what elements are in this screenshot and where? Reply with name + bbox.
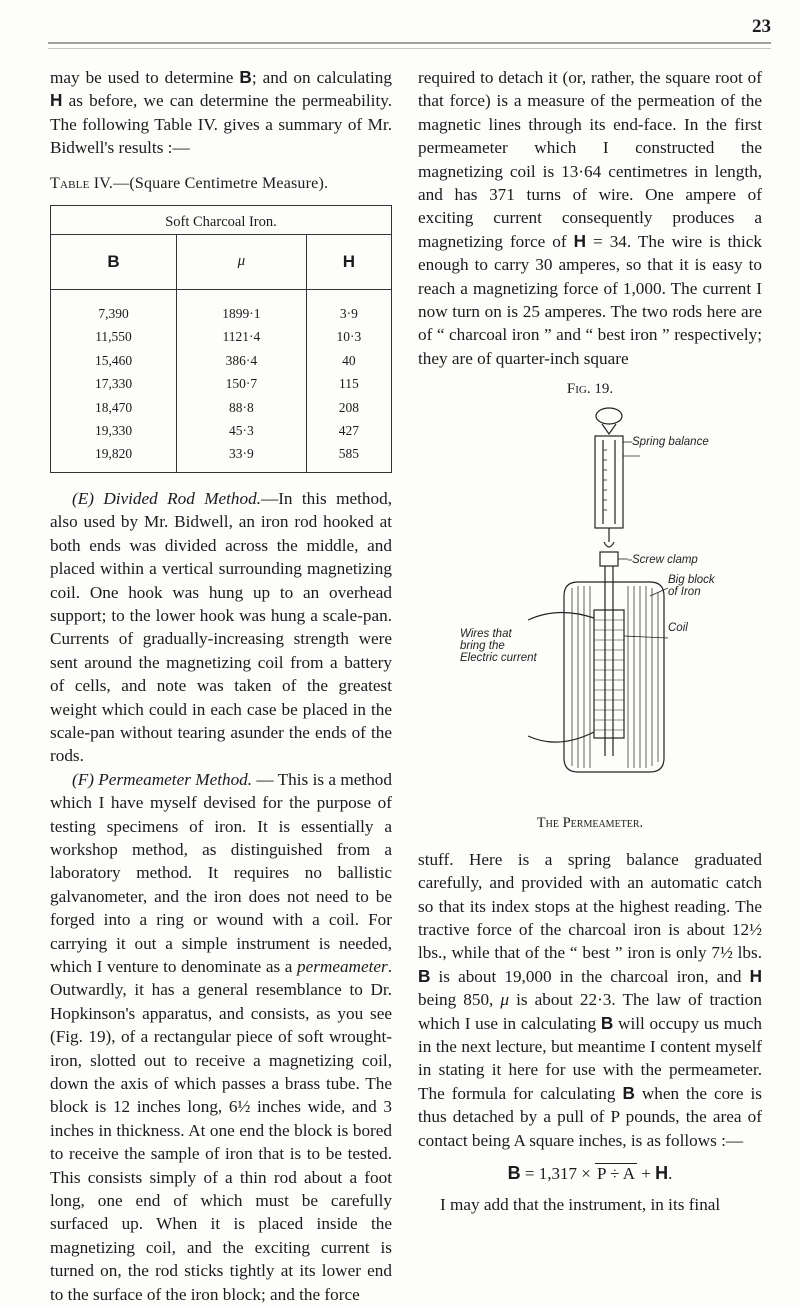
figure-title: Fig. 19. <box>566 381 614 398</box>
column-header-h: H <box>306 235 391 290</box>
column-header-mu: μ <box>177 235 307 290</box>
section-f-paragraph: (F) Permeameter Method. — This is a method which I have myself devised for the purpose of testing specimens of iron. It is essentially a workshop method, as distinguished from a laboratory method. It requires no ballistic galvanometer, and the iron does not need to be forged into a ring or wound with a coil. For carrying it out a simple instrument is needed, which I venture to denominate as a permeameter. Outwardly, it has a general resemblance to Dr. Hopkinson's apparatus, and consists, as you see (Fig. 19), of a rectangular piece of soft wrought-iron, slotted out to receive a magnetizing coil, down the axis of which passes a brass tube. The block is 12 inches long, 6½ inches wide, and 3 inches in thickness. At one end the block is bored to receive the sample of iron that is to be tested. This consists simply of a thin rod about a foot long, one end of which must be carefully surfaced up. When it is placed inside the magnetizing coil, and the exciting current is turned on, the rod sticks tightly at its lower end to the surface of the iron block; and the force <box>50 769 392 1304</box>
table-row: 7,390 1899·1 3·9 <box>51 290 392 326</box>
right-paragraph-3: I may add that the instrument, in its final <box>440 1195 721 1215</box>
permeameter-formula: B = 1,317 × P ÷ A + H. <box>507 1162 673 1183</box>
column-header-b: B <box>51 235 177 290</box>
screw-clamp <box>600 552 618 566</box>
right-paragraph-1: required to detach it (or, rather, the square root of that force) is a measure of the permeation of the magnetic lines through its end-face. In the first permeameter which I constructed the magnetizing coil is 13·64 centimetres in length, and has 371 turns of wire. One ampere of exciting current consequently produces a magnetizing force of H = 34. The wire is thick enough to carry 30 amperes, so that it is easy to reach a magnetizing force of 1,000. The current I now turn on is 25 amperes. The two rods here are of “ charcoal iron ” and “ best iron ” respectively; they are of quarter-inch square <box>418 68 762 368</box>
label-screw-clamp: Screw clamp <box>632 554 698 567</box>
spring-balance-body <box>595 436 623 528</box>
label-big-block: Big block of Iron <box>668 574 715 599</box>
table-row: 15,460 386·4 40 <box>51 349 392 372</box>
balance-hook <box>602 424 616 434</box>
label-spring-balance: Spring balance <box>632 436 709 449</box>
label-coil: Coil <box>668 622 688 635</box>
table-row: 19,330 45·3 427 <box>51 419 392 442</box>
figure-caption: The Permeameter. <box>536 815 644 832</box>
balance-ring <box>596 408 622 424</box>
square-root: P ÷ A <box>597 1163 636 1183</box>
table-title: Table IV.—(Square Centimetre Measure). <box>50 174 329 192</box>
figure-19 <box>418 378 762 808</box>
label-wires: Wires that bring the Electric current <box>460 628 537 665</box>
table-group-header: Soft Charcoal Iron. <box>51 206 392 235</box>
table-row: 18,470 88·8 208 <box>51 396 392 419</box>
header-rule <box>48 42 771 49</box>
magnetizing-coil <box>594 610 624 738</box>
table-row: 19,820 33·9 585 <box>51 442 392 472</box>
left-column <box>50 66 392 1306</box>
right-column <box>418 66 762 1217</box>
right-paragraph-2: stuff. Here is a spring balance graduated carefully, and provided with an automatic catch so that its index stops at the highest reading. The tractive force of the charcoal iron is about 12½ lbs., while that of the “ best ” iron is only 7½ lbs. B is about 19,000 in the charcoal iron, and H being 850, μ is about 22·3. The law of traction which I use in calculating B will occupy us much in the next lecture, but meantime I content myself in stating it here for use with the permeameter. The formula for calculating B when the core is thus detached by a pull of P pounds, the area of contact being A square inches, is as follows :— <box>418 849 762 1150</box>
results-table <box>50 205 392 473</box>
intro-paragraph: may be used to determine B; and on calculating H as before, we can determine the permeability. The following Table IV. gives a summary of Mr. Bidwell's results :— <box>50 67 392 158</box>
page-number: 23 <box>752 16 771 37</box>
permeameter-term: permeameter <box>297 957 388 976</box>
table-row: 11,550 1121·4 10·3 <box>51 325 392 348</box>
section-f-heading: (F) Permeameter Method. <box>72 769 253 789</box>
section-e-heading: (E) Divided Rod Method. <box>72 488 262 508</box>
table-row: 17,330 150·7 115 <box>51 372 392 395</box>
section-e-paragraph: (E) Divided Rod Method.—In this method, also used by Mr. Bidwell, an iron rod hooked at both ends was divided across the middle, and placed within a vertical surrounding magnetizing coil. One hook was hung up to an overhead support; to the lower hook was hung a scale-pan. Currents of gradually-increasing strength were sent around the magnetizing coil from a battery of cells, and note was taken of the greatest weight which could in each case be placed in the scale-pan without tearing asunder the ends of the rods. <box>50 488 392 766</box>
